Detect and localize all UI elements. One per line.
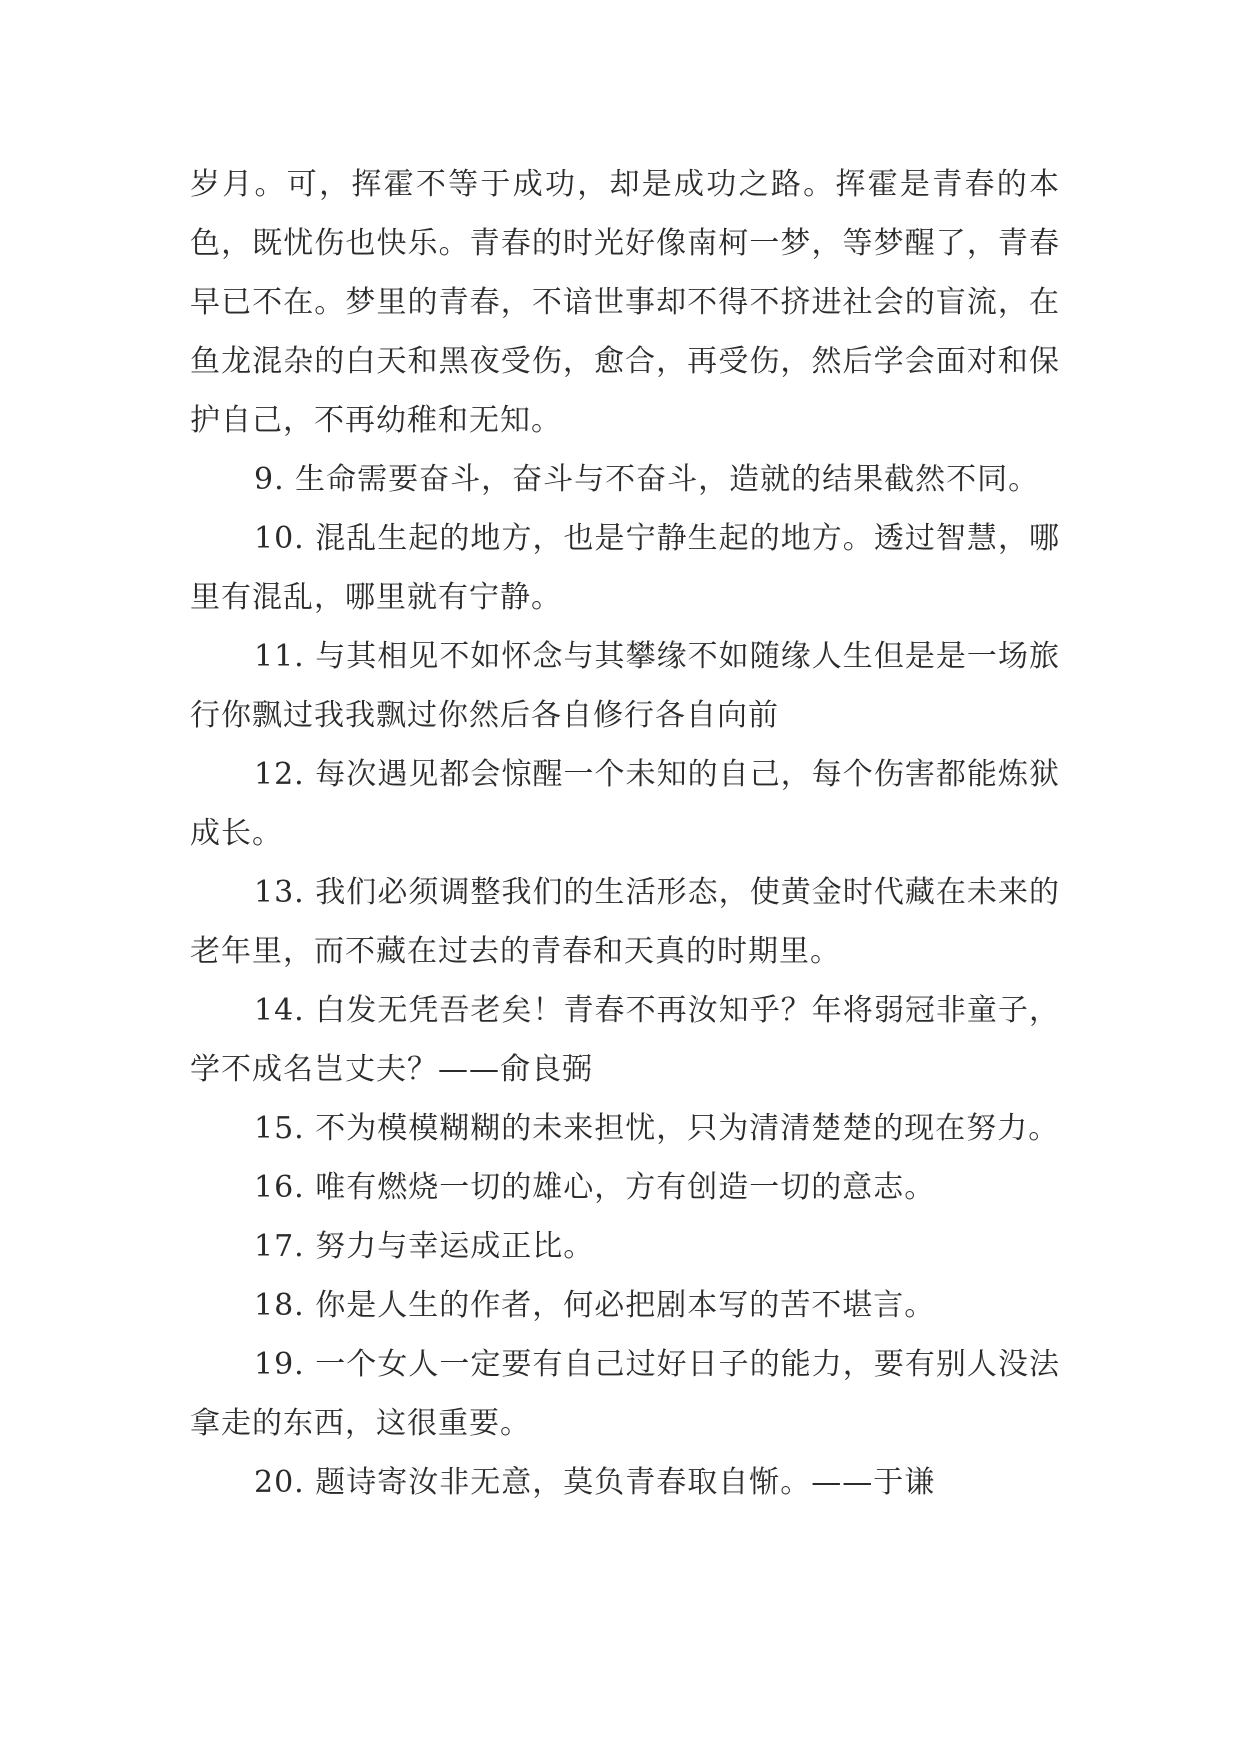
quote-item-12: 12. 每次遇见都会惊醒一个未知的自己，每个伤害都能炼狱成长。 <box>190 757 1060 851</box>
document-body <box>190 155 1060 1512</box>
quote-item-14: 14. 白发无凭吾老矣！青春不再汝知乎？年将弱冠非童子，学不成名岂丈夫？——俞良弼 <box>190 993 1060 1087</box>
quote-item-9: 9. 生命需要奋斗，奋斗与不奋斗，造就的结果截然不同。 <box>254 462 1040 497</box>
paragraph-continuation: 岁月。可，挥霍不等于成功，却是成功之路。挥霍是青春的本色，既忧伤也快乐。青春的时光好像南柯一梦，等梦醒了，青春早已不在。梦里的青春，不谙世事却不得不挤进社会的盲流，在鱼龙混杂的白天和黑夜受伤，愈合，再受伤，然后学会面对和保护自己，不再幼稚和无知。 <box>190 167 1060 438</box>
quote-item-20: 20. 题诗寄汝非无意，莫负青春取自惭。——于谦 <box>254 1465 936 1500</box>
quote-item-19: 19. 一个女人一定要有自己过好日子的能力，要有别人没法拿走的东西，这很重要。 <box>190 1347 1060 1441</box>
quote-item-17: 17. 努力与幸运成正比。 <box>254 1229 595 1264</box>
quote-item-13: 13. 我们必须调整我们的生活形态，使黄金时代藏在未来的老年里，而不藏在过去的青春和天真的时期里。 <box>190 875 1060 969</box>
quote-item-11: 11. 与其相见不如怀念与其攀缘不如随缘人生但是是一场旅行你飘过我我飘过你然后各自修行各自向前 <box>190 639 1060 733</box>
quote-item-15: 15. 不为模模糊糊的未来担忧，只为清清楚楚的现在努力。 <box>254 1111 1060 1146</box>
quote-item-10: 10. 混乱生起的地方，也是宁静生起的地方。透过智慧，哪里有混乱，哪里就有宁静。 <box>190 521 1060 615</box>
quote-item-18: 18. 你是人生的作者，何必把剧本写的苦不堪言。 <box>254 1288 936 1323</box>
quote-item-16: 16. 唯有燃烧一切的雄心，方有创造一切的意志。 <box>254 1170 936 1205</box>
